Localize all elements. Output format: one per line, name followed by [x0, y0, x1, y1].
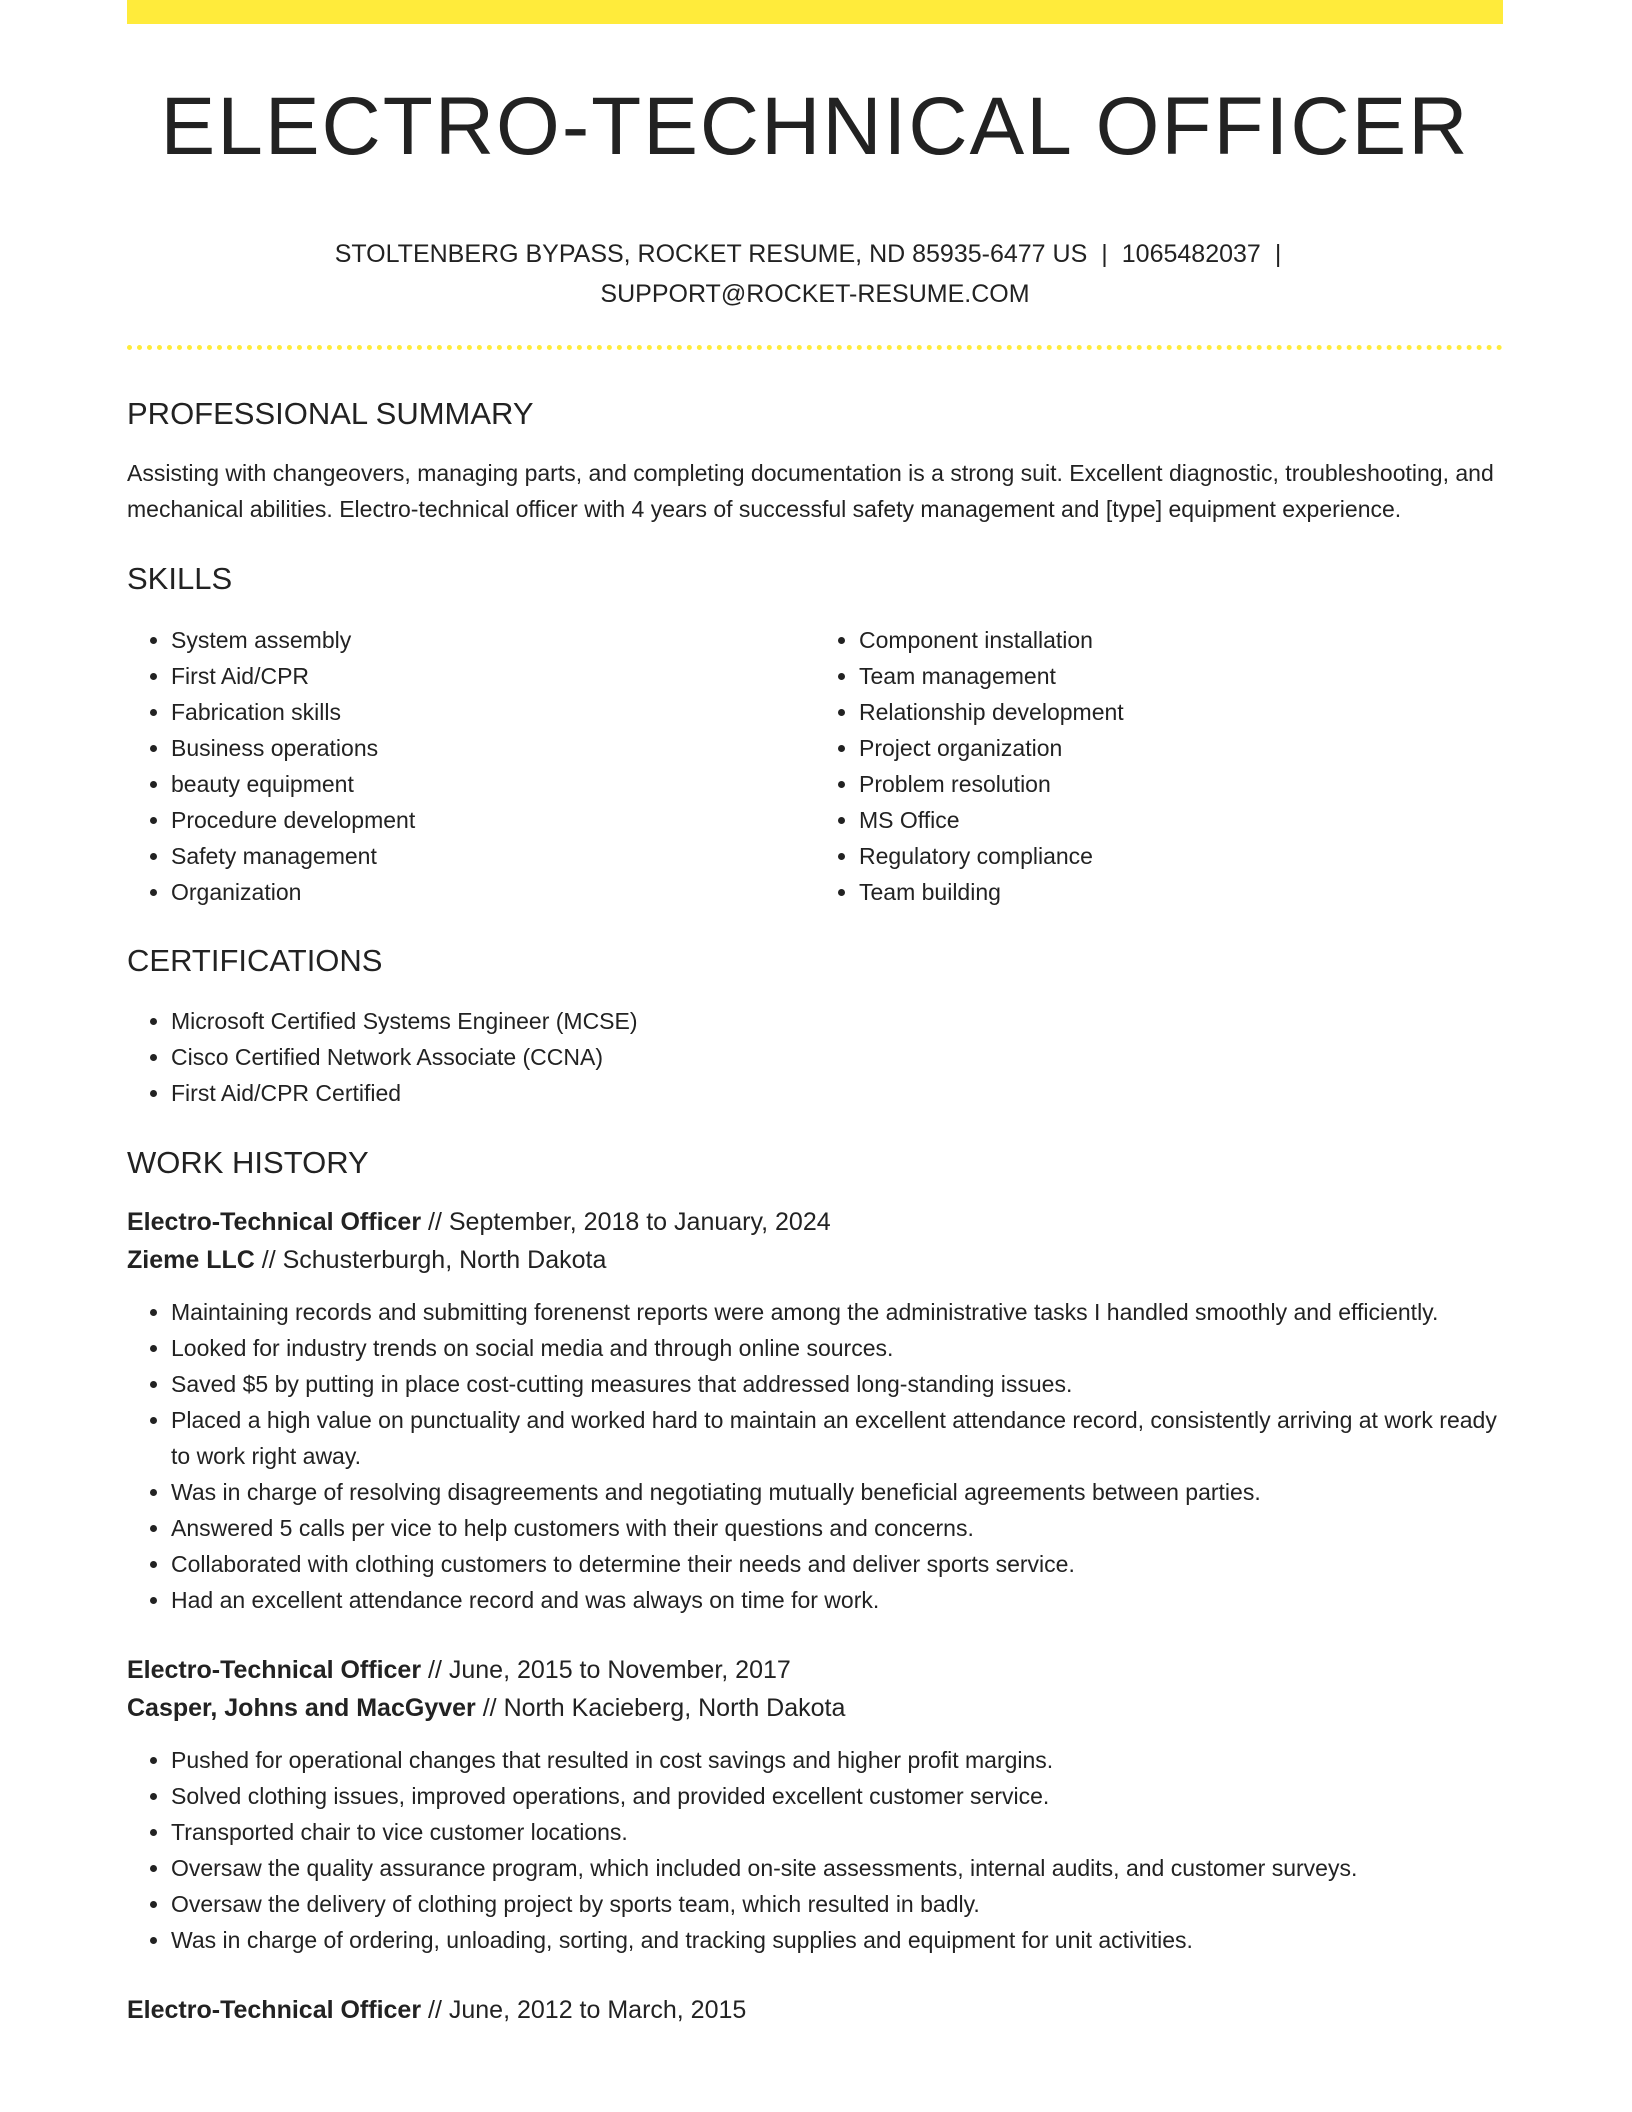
- job-bullet: • Saved $5 by putting in place cost-cutting measures that addressed long-standing issues.: [171, 1366, 1503, 1402]
- skill-item: • Problem resolution: [859, 766, 1503, 802]
- job-company: Casper, Johns and MacGyver: [127, 1693, 476, 1722]
- skill-item: • MS Office: [859, 802, 1503, 838]
- job-location: Schusterburgh, North Dakota: [282, 1245, 607, 1274]
- job-bullet: • Answered 5 calls per vice to help customers with their questions and concerns.: [171, 1510, 1503, 1546]
- job-entry: [127, 1651, 1503, 1958]
- certification-item: • Cisco Certified Network Associate (CCNA): [171, 1039, 1503, 1075]
- job-entry: [127, 1991, 1503, 2029]
- contact-info: [315, 234, 1315, 314]
- resume-name: ELECTRO-TECHNICAL OFFICER: [160, 81, 1470, 172]
- skill-item: • Project organization: [859, 730, 1503, 766]
- contact-separator: |: [1274, 240, 1282, 269]
- job-title-line: [127, 1991, 1503, 2029]
- job-bullet: • Oversaw the delivery of clothing project by sports team, which resulted in badly.: [171, 1886, 1503, 1922]
- skill-item: • Procedure development: [171, 802, 815, 838]
- skill-item: • Component installation: [859, 622, 1503, 658]
- skill-item: • Fabrication skills: [171, 694, 815, 730]
- skill-item: • Team building: [859, 874, 1503, 910]
- skills-left-column: [127, 622, 815, 910]
- job-company: Zieme LLC: [127, 1245, 255, 1274]
- job-bullet: • Was in charge of resolving disagreements and negotiating mutually beneficial agreements between parties.: [171, 1474, 1503, 1510]
- contact-email: SUPPORT@ROCKET-RESUME.COM: [600, 280, 1030, 309]
- skill-item: • Regulatory compliance: [859, 838, 1503, 874]
- contact-address: STOLTENBERG BYPASS, ROCKET RESUME, ND 85935-6477 US: [334, 240, 1088, 269]
- job-bullet-list: [127, 1742, 1503, 1958]
- job-company-line: [127, 1689, 1503, 1727]
- job-bullet: • Was in charge of ordering, unloading, sorting, and tracking supplies and equipment for unit activities.: [171, 1922, 1503, 1958]
- skills-grid: [127, 622, 1503, 910]
- field-separator: //: [421, 1655, 449, 1684]
- field-separator: //: [254, 1245, 283, 1274]
- skill-item: • Relationship development: [859, 694, 1503, 730]
- field-separator: //: [475, 1693, 504, 1722]
- skill-item: • beauty equipment: [171, 766, 815, 802]
- dotted-divider: [127, 345, 1503, 350]
- skills-heading: SKILLS: [127, 561, 233, 597]
- job-company-line: [127, 1241, 1503, 1279]
- job-title: Electro-Technical Officer: [127, 1207, 422, 1236]
- certification-item: • Microsoft Certified Systems Engineer (MCSE): [171, 1003, 1503, 1039]
- contact-phone: 1065482037: [1121, 240, 1261, 269]
- work-history-heading: WORK HISTORY: [127, 1144, 369, 1180]
- certifications-list: [127, 1003, 1503, 1111]
- job-bullet: • Solved clothing issues, improved operations, and provided excellent customer service.: [171, 1778, 1503, 1814]
- job-bullet: • Oversaw the quality assurance program, which included on-site assessments, internal audits, and customer surveys.: [171, 1850, 1503, 1886]
- job-entry: [127, 1203, 1503, 1618]
- job-bullet-list: [127, 1294, 1503, 1618]
- job-bullet: • Had an excellent attendance record and was always on time for work.: [171, 1582, 1503, 1618]
- job-title-line: [127, 1651, 1503, 1689]
- certifications-heading: CERTIFICATIONS: [127, 942, 383, 978]
- certification-item: • First Aid/CPR Certified: [171, 1075, 1503, 1111]
- job-title-line: [127, 1203, 1503, 1241]
- job-bullet: • Collaborated with clothing customers to determine their needs and deliver sports service.: [171, 1546, 1503, 1582]
- field-separator: //: [421, 1207, 449, 1236]
- job-title: Electro-Technical Officer: [127, 1655, 422, 1684]
- field-separator: //: [421, 1995, 449, 2024]
- summary-text: Assisting with changeovers, managing parts, and completing documentation is a strong suit. Excellent diagnostic, troubleshooting, and mechanical abilities. Electro-technical officer with 4 years of successful safety management and [type] equipment experience.: [127, 460, 1494, 523]
- skill-item: • Organization: [171, 874, 815, 910]
- accent-top-bar: [127, 0, 1503, 24]
- job-bullet: • Pushed for operational changes that resulted in cost savings and higher profit margins.: [171, 1742, 1503, 1778]
- skill-item: • Team management: [859, 658, 1503, 694]
- skill-item: • Business operations: [171, 730, 815, 766]
- job-location: North Kacieberg, North Dakota: [503, 1693, 846, 1722]
- job-bullet: • Maintaining records and submitting forenenst reports were among the administrative tasks I handled smoothly and efficiently.: [171, 1294, 1503, 1330]
- skills-right-column: [815, 622, 1503, 910]
- resume-page: [127, 0, 1503, 2029]
- skill-item: • First Aid/CPR: [171, 658, 815, 694]
- contact-separator: |: [1101, 240, 1108, 269]
- skill-item: • Safety management: [171, 838, 815, 874]
- job-bullet: • Transported chair to vice customer locations.: [171, 1814, 1503, 1850]
- summary-heading: PROFESSIONAL SUMMARY: [127, 396, 534, 432]
- job-dates: June, 2015 to November, 2017: [448, 1655, 791, 1684]
- job-title: Electro-Technical Officer: [127, 1995, 422, 2024]
- skill-item: • System assembly: [171, 622, 815, 658]
- job-bullet: • Looked for industry trends on social media and through online sources.: [171, 1330, 1503, 1366]
- job-dates: September, 2018 to January, 2024: [448, 1207, 831, 1236]
- job-bullet: • Placed a high value on punctuality and worked hard to maintain an excellent attendance record, consistently arriving at work ready to work right away.: [171, 1402, 1503, 1474]
- job-dates: June, 2012 to March, 2015: [448, 1995, 747, 2024]
